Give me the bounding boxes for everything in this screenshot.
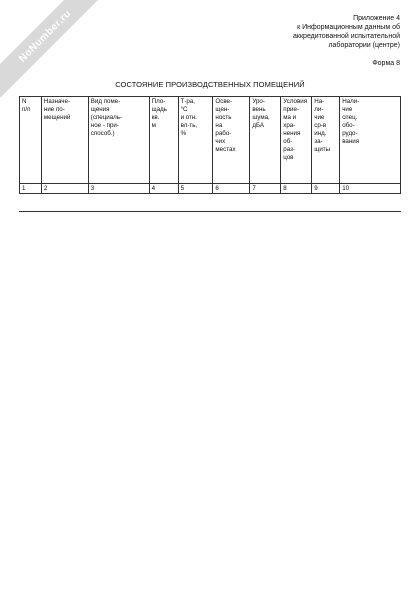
column-header-line: чих: [215, 138, 226, 145]
column-header-line: Осве-: [215, 98, 233, 105]
column-number-row: [20, 184, 401, 194]
column-header: [213, 97, 250, 184]
column-header-line: Условия: [283, 98, 308, 105]
column-number-cell: 7: [250, 184, 281, 194]
column-header-line: ср-в: [314, 122, 327, 129]
appendix-line: аккредитованной испытательной: [293, 33, 400, 40]
column-header: [41, 97, 88, 184]
column-header-line: за-: [314, 138, 323, 145]
column-header-line: чие: [342, 106, 353, 113]
column-header-line: щадь: [151, 106, 167, 113]
column-header-line: Назначе-: [43, 98, 71, 105]
column-header-line: раз-: [283, 146, 295, 153]
column-header-line: Нали-: [342, 98, 360, 105]
column-number-cell: 4: [149, 184, 178, 194]
column-header-line: способ.): [90, 130, 115, 137]
column-header-line: мещений: [43, 114, 71, 121]
column-number-cell: 2: [41, 184, 88, 194]
column-header-line: кв.: [151, 114, 160, 121]
column-header: [149, 97, 178, 184]
appendix-line: к Информационным данным об: [297, 24, 400, 31]
column-header-line: ность: [215, 114, 232, 121]
column-header-line: °С: [180, 106, 188, 113]
column-header-line: N: [22, 98, 27, 105]
column-header-line: щиты: [314, 146, 331, 153]
form-label: Форма 8: [372, 60, 400, 67]
column-header-line: чие: [314, 114, 325, 121]
column-header-line: обо-: [342, 122, 355, 129]
column-number-cell: 10: [340, 184, 401, 194]
column-header-line: инд.: [314, 130, 327, 137]
column-header-line: нения: [283, 130, 301, 137]
column-number-cell: 9: [312, 184, 340, 194]
column-number-cell: 5: [178, 184, 213, 194]
watermark-text: NoNumber.ru: [16, 7, 74, 65]
column-header-line: Т-ра,: [180, 98, 196, 105]
column-header: [20, 97, 42, 184]
column-header-line: спец.: [342, 114, 358, 121]
column-number-cell: 8: [281, 184, 312, 194]
column-header: [340, 97, 401, 184]
column-header-line: на: [215, 122, 223, 129]
column-header-line: ли-: [314, 106, 324, 113]
column-header-line: рабо-: [215, 130, 232, 137]
premises-table: [19, 96, 401, 194]
column-header-line: дБА: [252, 122, 264, 129]
column-header: [281, 97, 312, 184]
column-header-line: ма и: [283, 114, 297, 121]
column-header-line: об-: [283, 138, 293, 145]
column-header-line: ние по-: [43, 106, 65, 113]
document-title: СОСТОЯНИЕ ПРОИЗВОДСТВЕННЫХ ПОМЕЩЕНИЙ: [115, 80, 305, 89]
column-header-line: м: [151, 122, 156, 129]
column-header-line: и отн.: [180, 114, 198, 121]
column-header: [88, 97, 149, 184]
column-number-cell: 1: [20, 184, 42, 194]
column-header-line: вл-ть,: [180, 122, 198, 129]
appendix-note: [250, 14, 400, 50]
column-header-line: %: [180, 130, 187, 137]
column-header-line: ное - при-: [90, 122, 119, 129]
column-header-line: щения: [90, 106, 110, 113]
column-header-line: рудо-: [342, 130, 358, 137]
column-header-line: вания: [342, 138, 360, 145]
column-header-line: прие-: [283, 106, 300, 113]
appendix-line: лаборатории (центре): [328, 42, 400, 49]
column-header-line: На-: [314, 98, 325, 105]
column-header-line: цов: [283, 154, 294, 161]
column-number-cell: 6: [213, 184, 250, 194]
column-header-line: местах: [215, 146, 236, 153]
column-header-line: Вид поме-: [90, 98, 121, 105]
column-header-line: (специаль-: [90, 114, 123, 121]
column-header-line: шума,: [252, 114, 270, 121]
column-header-line: Уро-: [252, 98, 265, 105]
column-header-line: вень: [252, 106, 266, 113]
column-header: [250, 97, 281, 184]
column-header: [312, 97, 340, 184]
appendix-line: Приложение 4: [353, 15, 400, 22]
column-number-cell: 3: [88, 184, 149, 194]
column-header-line: щен-: [215, 106, 230, 113]
column-header-line: хра-: [283, 122, 296, 129]
column-header: [178, 97, 213, 184]
bottom-rule: [19, 211, 401, 212]
header-row: [20, 97, 401, 184]
column-header-line: Пло-: [151, 98, 166, 105]
column-header-line: п/п: [22, 106, 31, 113]
